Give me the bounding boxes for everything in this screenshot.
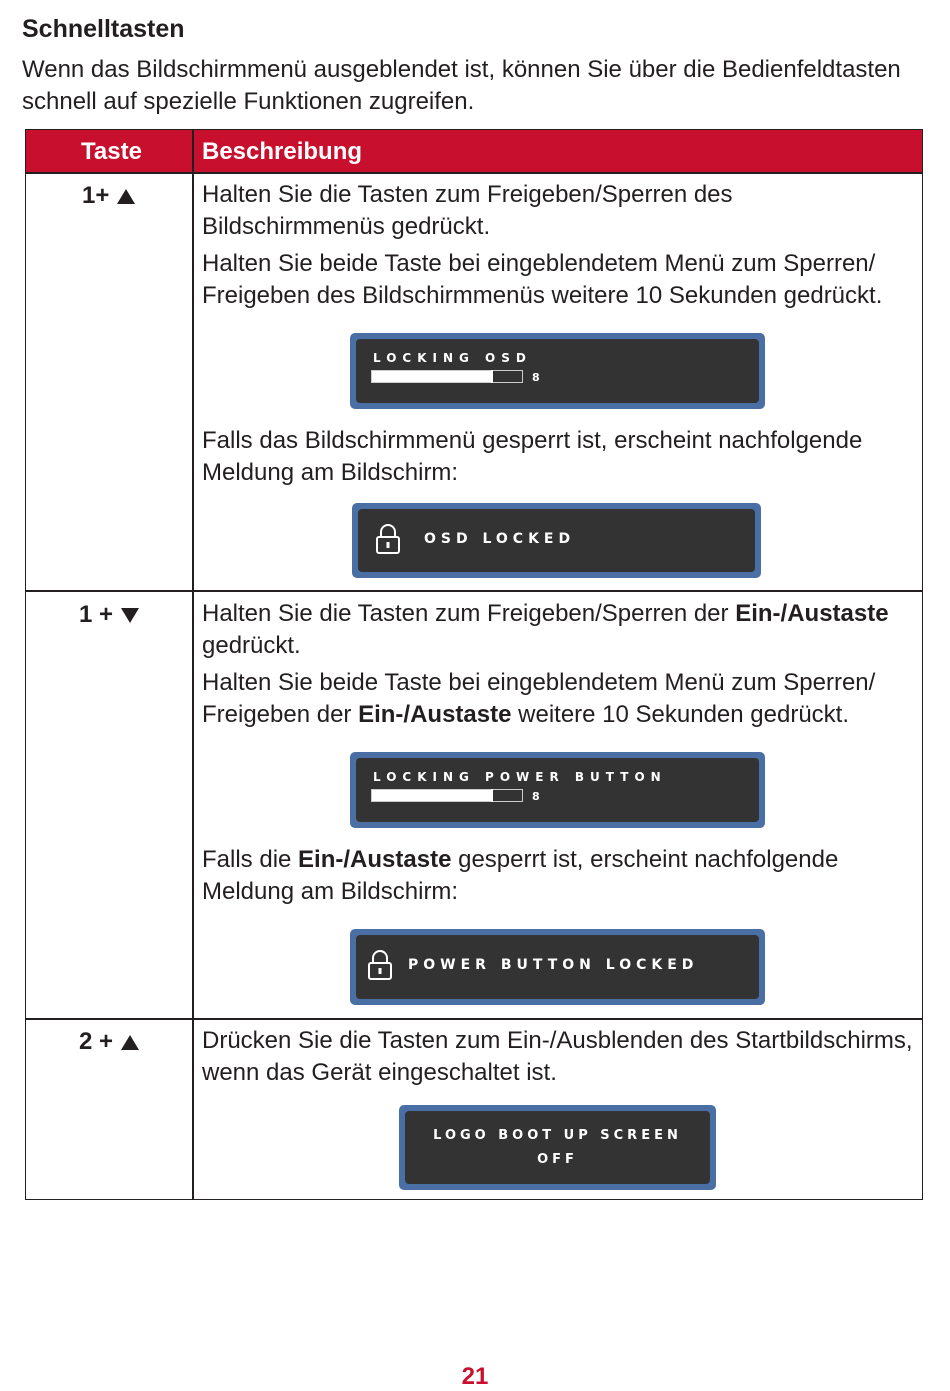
row1-desc-p1: Halten Sie die Tasten zum Freigeben/Sperren des Bildschirmmenüs gedrückt. (202, 181, 733, 240)
text-run: weitere 10 Sekunden gedrückt. (511, 701, 850, 728)
row-divider (26, 1018, 922, 1020)
table-row-key (79, 601, 139, 629)
down-triangle-icon (121, 608, 139, 623)
osd-line1: LOGO BOOT UP SCREEN (433, 1128, 682, 1143)
intro-paragraph: Wenn das Bildschirmmenü ausgeblendet ist, können Sie über die Bedienfeldtasten schnell auf spezielle Funktionen zugreifen. (22, 56, 901, 115)
row3-desc-p1: Drücken Sie die Tasten zum Ein-/Ausblenden des Startbildschirms, wenn das Gerät eingeschaltet ist. (202, 1027, 913, 1086)
row1-desc-p2: Halten Sie beide Taste bei eingeblendetem Menü zum Sperren/ Freigeben des Bildschirmmenüs weitere 10 Sekunden gedrückt. (202, 250, 883, 309)
osd-locking-osd (350, 333, 765, 409)
table-header (26, 130, 922, 172)
key-label: 2 + (79, 1028, 114, 1055)
osd-osd-locked (352, 503, 761, 578)
osd-label: LOCKING OSD (373, 351, 532, 365)
osd-locked-label: POWER BUTTON LOCKED (408, 957, 699, 973)
text-run: Falls die (202, 846, 299, 873)
page-number: 21 (461, 1363, 489, 1390)
lock-icon (367, 949, 393, 981)
header-description: Beschreibung (202, 138, 363, 165)
text-bold: Ein-/Austaste (298, 846, 452, 873)
lock-icon (375, 523, 401, 555)
osd-logo-boot-up-screen (399, 1105, 716, 1190)
column-divider (192, 130, 194, 1199)
progress-tick (491, 789, 493, 802)
text-bold: Ein-/Austaste (358, 701, 512, 728)
countdown-number: 8 (532, 371, 540, 384)
text-bold: Ein-/Austaste (735, 600, 889, 627)
progress-bar (371, 789, 523, 802)
hotkeys-table (25, 129, 923, 1200)
osd-line2: OFF (537, 1152, 578, 1167)
progress-fill (372, 790, 492, 801)
osd-label: LOCKING POWER BUTTON (373, 770, 667, 784)
key-label: 1+ (82, 182, 110, 209)
row1-desc-p3: Falls das Bildschirmmenü gesperrt ist, erscheint nachfolgende Meldung am Bildschirm: (202, 427, 863, 486)
countdown-number: 8 (532, 790, 540, 803)
progress-bar (371, 370, 523, 383)
row-divider (26, 590, 922, 592)
table-row-key (82, 182, 135, 210)
osd-locked-label: OSD LOCKED (424, 531, 576, 547)
text-run: gedrückt. (202, 632, 301, 659)
up-triangle-icon (117, 189, 135, 204)
page-title: Schnelltasten (22, 15, 185, 43)
progress-fill (372, 371, 492, 382)
key-label: 1 + (79, 601, 114, 628)
table-row-key (79, 1028, 139, 1056)
row2-desc-p2 (202, 667, 917, 731)
text-run: gesperrt ist, erscheint nachfolgende Meldung am Bildschirm: (202, 846, 839, 905)
row2-desc-p3 (202, 844, 917, 908)
text-run: Halten Sie beide Taste bei eingeblendetem Menü zum Sperren/ Freigeben der (202, 669, 876, 728)
header-key: Taste (81, 138, 142, 165)
row2-desc-p1 (202, 598, 917, 662)
osd-power-button-locked (350, 929, 765, 1005)
progress-tick (491, 370, 493, 383)
osd-locking-power-button (350, 752, 765, 828)
up-triangle-icon (121, 1035, 139, 1050)
text-run: Halten Sie die Tasten zum Freigeben/Sperren der (202, 600, 736, 627)
row-divider (26, 172, 922, 174)
